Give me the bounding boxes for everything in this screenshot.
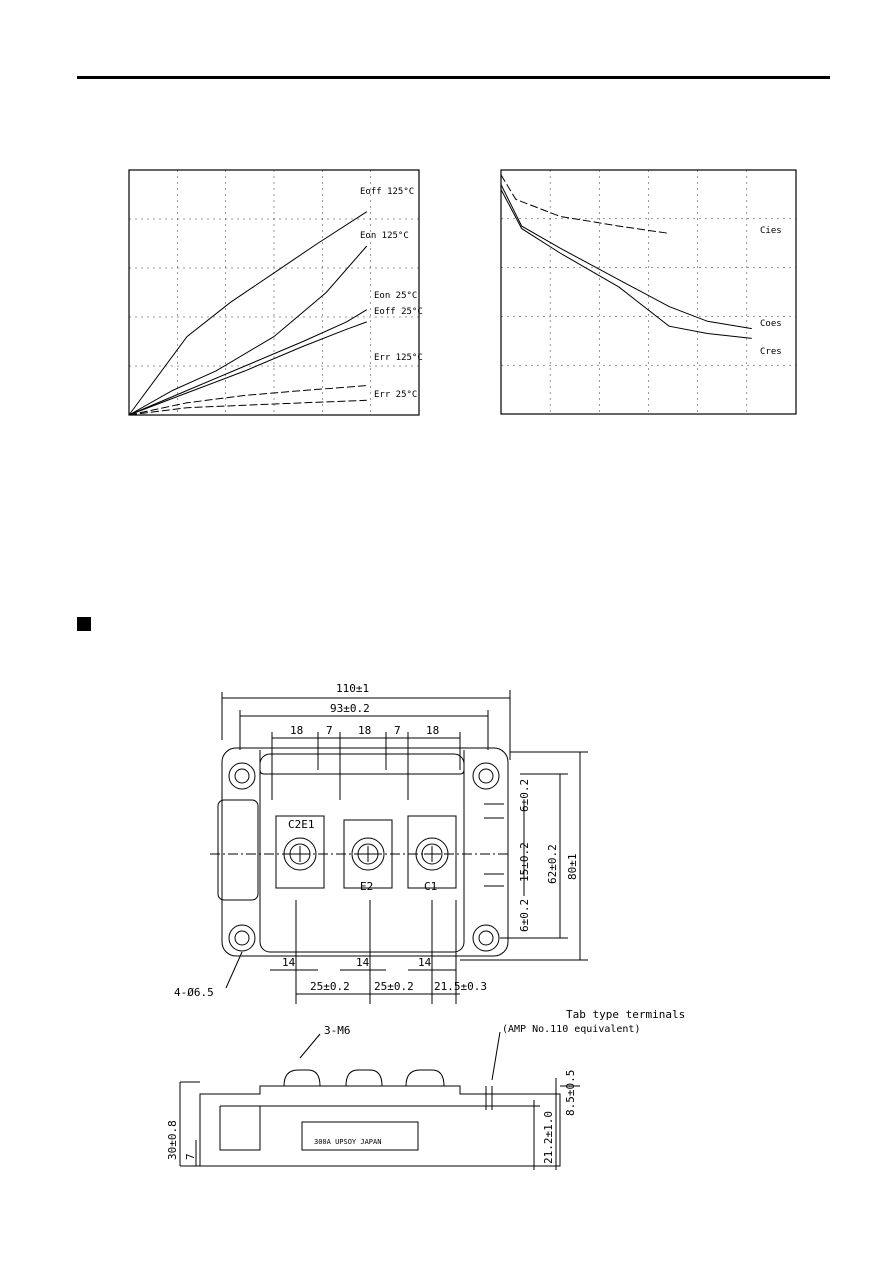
series-label: Coes	[760, 319, 782, 329]
mount-hole-bl	[229, 925, 255, 951]
dim-93: 93±0.2	[330, 702, 370, 715]
series-line-2	[501, 190, 752, 339]
dim-18-c: 18	[426, 724, 440, 737]
side-dim-7: 7	[184, 1153, 197, 1160]
hole-dimension: 4-Ø6.5	[174, 986, 214, 999]
side-dim-8-5: 8.5±0.5	[564, 1069, 577, 1116]
dim-7-a: 7	[326, 724, 333, 737]
series-line-0	[129, 212, 367, 415]
dim-right-15: 15±0.2	[518, 842, 531, 882]
dim-right-6-top: 6±0.2	[518, 778, 531, 812]
dim-25-a: 25±0.2	[310, 980, 350, 993]
series-label: Cies	[760, 226, 782, 236]
series-line-1	[129, 246, 367, 415]
side-dim-30: 30±0.8	[166, 1120, 179, 1160]
dim-110: 110±1	[336, 682, 370, 695]
series-line-3	[129, 322, 367, 415]
dim-right-80: 80±1	[566, 853, 579, 880]
dim-21-5: 21.5±0.3	[434, 980, 487, 993]
series-label: Eoff 125°C	[360, 187, 415, 197]
series-line-0	[501, 175, 669, 234]
terminal-label-c1: C1	[424, 880, 438, 893]
series-label: Eon 125°C	[360, 231, 409, 241]
mount-hole-tr	[473, 763, 499, 789]
screw-spec: 3-M6	[324, 1024, 351, 1037]
dim-right-62: 62±0.2	[546, 844, 559, 884]
series-label: Eon 25°C	[374, 291, 418, 301]
dim-7-b: 7	[394, 724, 401, 737]
tab-note-line1: Tab type terminals	[566, 1008, 686, 1021]
label-plate-text: 300A UPSOY JAPAN	[314, 1138, 382, 1146]
series-label: Cres	[760, 347, 782, 357]
dim-14-a: 14	[282, 956, 296, 969]
mount-hole-br	[473, 925, 499, 951]
switching-energy-chart	[120, 160, 430, 422]
series-line-1	[501, 185, 752, 329]
mount-hole-tl	[229, 763, 255, 789]
series-label: Eoff 25°C	[374, 307, 423, 317]
tab-note-line2: (AMP No.110 equivalent)	[502, 1024, 641, 1035]
dim-14-c: 14	[418, 956, 432, 969]
side-view-outline	[200, 1086, 560, 1166]
dim-18-a: 18	[290, 724, 304, 737]
outline-drawing	[160, 670, 686, 1180]
terminal-label-c2e1: C2E1	[288, 818, 315, 831]
dim-25-b: 25±0.2	[374, 980, 414, 993]
terminal-label-e2: E2	[360, 880, 374, 893]
baseplate-outline	[222, 748, 508, 956]
series-label: Err 25°C	[374, 390, 418, 400]
housing-outline	[260, 754, 464, 952]
capacitance-chart	[492, 160, 802, 422]
dim-right-6-bottom: 6±0.2	[518, 898, 531, 932]
series-line-2	[129, 310, 367, 415]
series-label: Err 125°C	[374, 353, 423, 363]
side-dim-21-2: 21.2±1.0	[542, 1111, 555, 1164]
dim-18-b: 18	[358, 724, 372, 737]
header-rule	[77, 76, 830, 79]
section-marker	[77, 617, 91, 631]
dim-14-b: 14	[356, 956, 370, 969]
